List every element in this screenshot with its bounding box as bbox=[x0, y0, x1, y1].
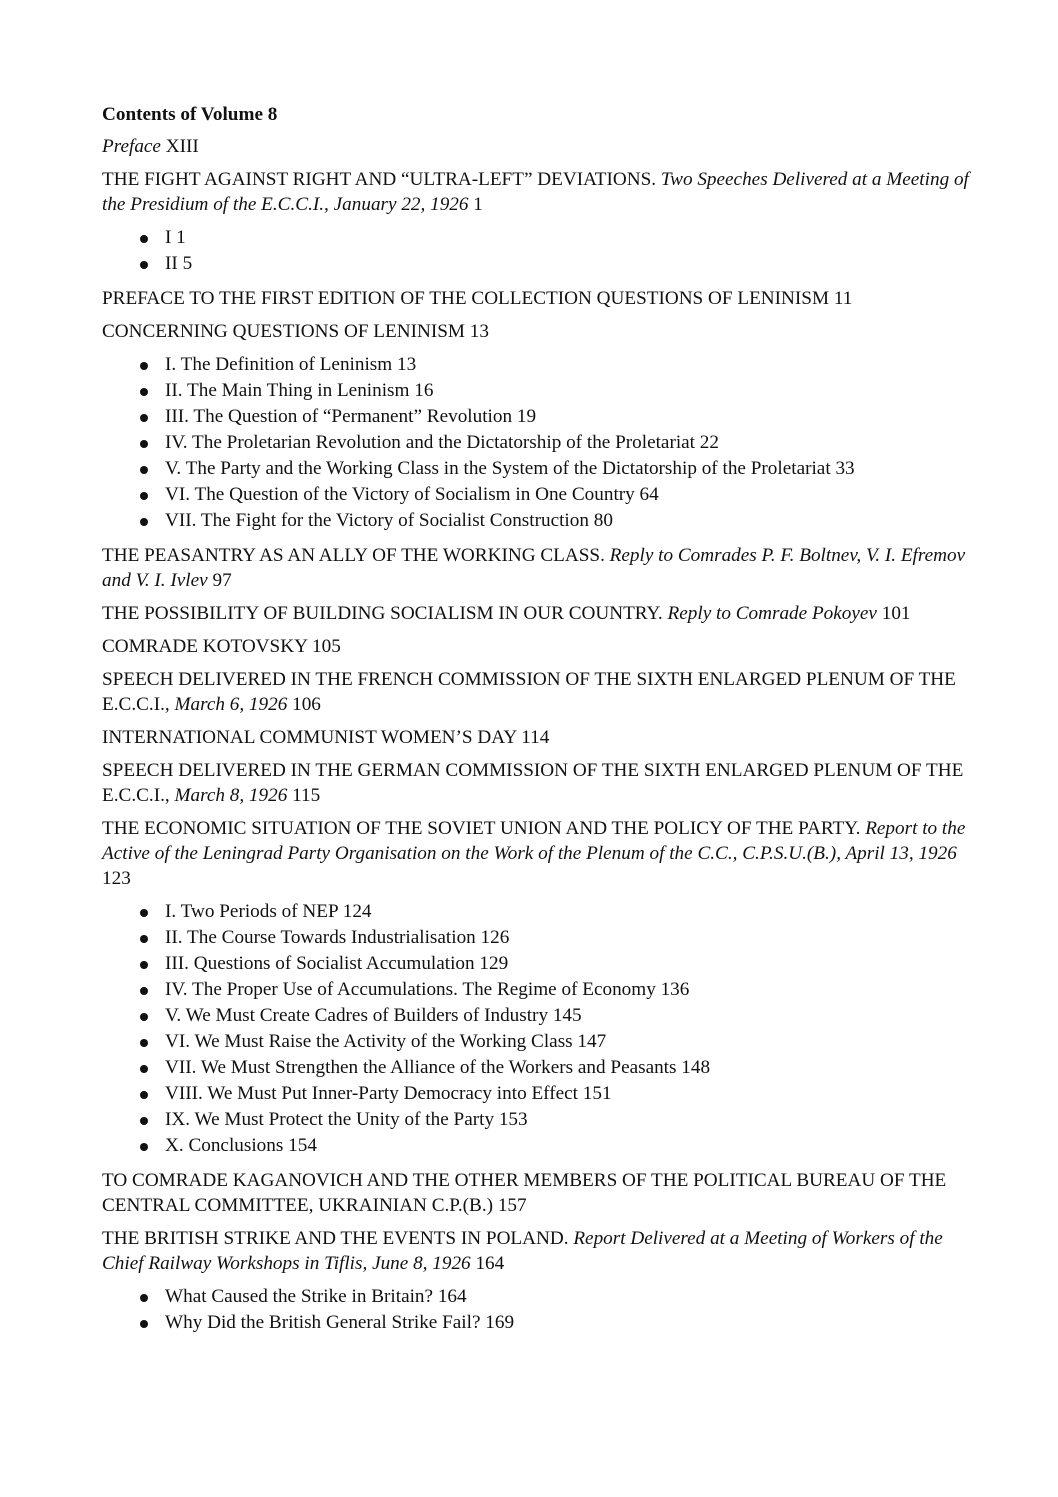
toc-entry bbox=[102, 725, 972, 750]
entry-subtitle: March 6, 1926 bbox=[174, 694, 288, 715]
toc-entry bbox=[102, 816, 972, 891]
contents-title: Contents of Volume 8 bbox=[102, 104, 278, 125]
entry-page-number: 11 bbox=[833, 288, 853, 309]
entry-subtitle: Reply to Comrade Pokoyev bbox=[667, 603, 877, 624]
entry-title: THE POSSIBILITY OF BUILDING SOCIALISM IN OUR COUNTRY. bbox=[102, 603, 663, 624]
entry-page-number: 1 bbox=[473, 194, 483, 215]
section-item: X. Conclusions 154 bbox=[102, 1133, 972, 1159]
section-item: VII. The Fight for the Victory of Socialist Construction 80 bbox=[102, 508, 972, 534]
toc-entry bbox=[102, 634, 972, 659]
section-item: V. The Party and the Working Class in the System of the Dictatorship of the Proletariat 33 bbox=[102, 456, 972, 482]
toc-entry bbox=[102, 667, 972, 717]
entry-title: CONCERNING QUESTIONS OF LENINISM bbox=[102, 321, 465, 342]
section-item: III. Questions of Socialist Accumulation 129 bbox=[102, 951, 972, 977]
entry-title: PREFACE TO THE FIRST EDITION OF THE COLLECTION QUESTIONS OF LENINISM bbox=[102, 288, 830, 309]
table-of-contents bbox=[102, 102, 972, 1345]
entry-title: COMRADE KOTOVSKY bbox=[102, 636, 308, 657]
entry-subtitle: Two Speeches Delivered at a Meeting of the Presidium of the E.C.C.I., January 22, 1926 bbox=[102, 169, 969, 215]
section-item: I. The Definition of Leninism 13 bbox=[102, 352, 972, 378]
entry-subtitle: Report to the Active of the Leningrad Party Organisation on the Work of the Plenum of the C.C., C.P.S.U.(B.), April 13, 1926 bbox=[102, 818, 966, 864]
section-item: Why Did the British General Strike Fail? 169 bbox=[102, 1310, 972, 1336]
section-list bbox=[102, 352, 972, 534]
toc-entry bbox=[102, 319, 972, 344]
entry-page-number: 164 bbox=[475, 1253, 505, 1274]
section-item: II. The Course Towards Industrialisation 126 bbox=[102, 925, 972, 951]
entry-page-number: 114 bbox=[521, 727, 550, 748]
entry-title: THE FIGHT AGAINST RIGHT AND “ULTRA-LEFT” DEVIATIONS. bbox=[102, 169, 657, 190]
section-item: IX. We Must Protect the Unity of the Party 153 bbox=[102, 1107, 972, 1133]
section-item: V. We Must Create Cadres of Builders of Industry 145 bbox=[102, 1003, 972, 1029]
entry-page-number: 105 bbox=[312, 636, 341, 657]
section-list bbox=[102, 899, 972, 1159]
section-item: IV. The Proletarian Revolution and the Dictatorship of the Proletariat 22 bbox=[102, 430, 972, 456]
section-item: VIII. We Must Put Inner-Party Democracy into Effect 151 bbox=[102, 1081, 972, 1107]
entry-title: SPEECH DELIVERED IN THE GERMAN COMMISSION OF THE SIXTH ENLARGED PLENUM OF THE E.C.C.I., bbox=[102, 760, 964, 806]
entry-subtitle: Reply to Comrades P. F. Boltnev, V. I. Efremov and V. I. Ivlev bbox=[102, 545, 966, 591]
entry-title: THE BRITISH STRIKE AND THE EVENTS IN POLAND. bbox=[102, 1228, 569, 1249]
entry-page-number: 101 bbox=[881, 603, 911, 624]
section-item: VI. The Question of the Victory of Socialism in One Country 64 bbox=[102, 482, 972, 508]
entry-title: TO COMRADE KAGANOVICH AND THE OTHER MEMBERS OF THE POLITICAL BUREAU OF THE CENTRAL COMMITTEE, UKRAINIAN C.P.(B.) bbox=[102, 1170, 947, 1216]
section-item: IV. The Proper Use of Accumulations. The Regime of Economy 136 bbox=[102, 977, 972, 1003]
entry-title: SPEECH DELIVERED IN THE FRENCH COMMISSION OF THE SIXTH ENLARGED PLENUM OF THE E.C.C.I., bbox=[102, 669, 956, 715]
toc-entry bbox=[102, 167, 972, 217]
entry-page-number: 13 bbox=[469, 321, 489, 342]
toc-entry bbox=[102, 1226, 972, 1276]
section-list bbox=[102, 225, 972, 277]
toc-entry bbox=[102, 134, 972, 159]
section-item: VI. We Must Raise the Activity of the Working Class 147 bbox=[102, 1029, 972, 1055]
entry-subtitle: March 8, 1926 bbox=[174, 785, 288, 806]
toc-entry bbox=[102, 1168, 972, 1218]
entry-title: INTERNATIONAL COMMUNIST WOMEN’S DAY bbox=[102, 727, 517, 748]
entry-subtitle: Report Delivered at a Meeting of Workers of the Chief Railway Workshops in Tiflis, June 8, 1926 bbox=[102, 1228, 943, 1274]
entry-page-number: 106 bbox=[292, 694, 321, 715]
entry-subtitle: Preface bbox=[102, 136, 161, 157]
section-item: III. The Question of “Permanent” Revolution 19 bbox=[102, 404, 972, 430]
entry-title: THE PEASANTRY AS AN ALLY OF THE WORKING CLASS. bbox=[102, 545, 605, 566]
entry-page-number: 115 bbox=[292, 785, 321, 806]
section-item: I 1 bbox=[102, 225, 972, 251]
section-item: What Caused the Strike in Britain? 164 bbox=[102, 1284, 972, 1310]
entry-page-number: 157 bbox=[497, 1195, 527, 1216]
entry-page-number: XIII bbox=[165, 136, 199, 157]
toc-entry bbox=[102, 286, 972, 311]
entry-page-number: 123 bbox=[102, 868, 131, 889]
section-list bbox=[102, 1284, 972, 1336]
section-item: VII. We Must Strengthen the Alliance of the Workers and Peasants 148 bbox=[102, 1055, 972, 1081]
section-item: II 5 bbox=[102, 251, 972, 277]
toc-entry bbox=[102, 543, 972, 593]
entry-title: THE ECONOMIC SITUATION OF THE SOVIET UNION AND THE POLICY OF THE PARTY. bbox=[102, 818, 861, 839]
toc-entry bbox=[102, 601, 972, 626]
toc-entry bbox=[102, 758, 972, 808]
section-item: I. Two Periods of NEP 124 bbox=[102, 899, 972, 925]
section-item: II. The Main Thing in Leninism 16 bbox=[102, 378, 972, 404]
entry-page-number: 97 bbox=[212, 570, 232, 591]
